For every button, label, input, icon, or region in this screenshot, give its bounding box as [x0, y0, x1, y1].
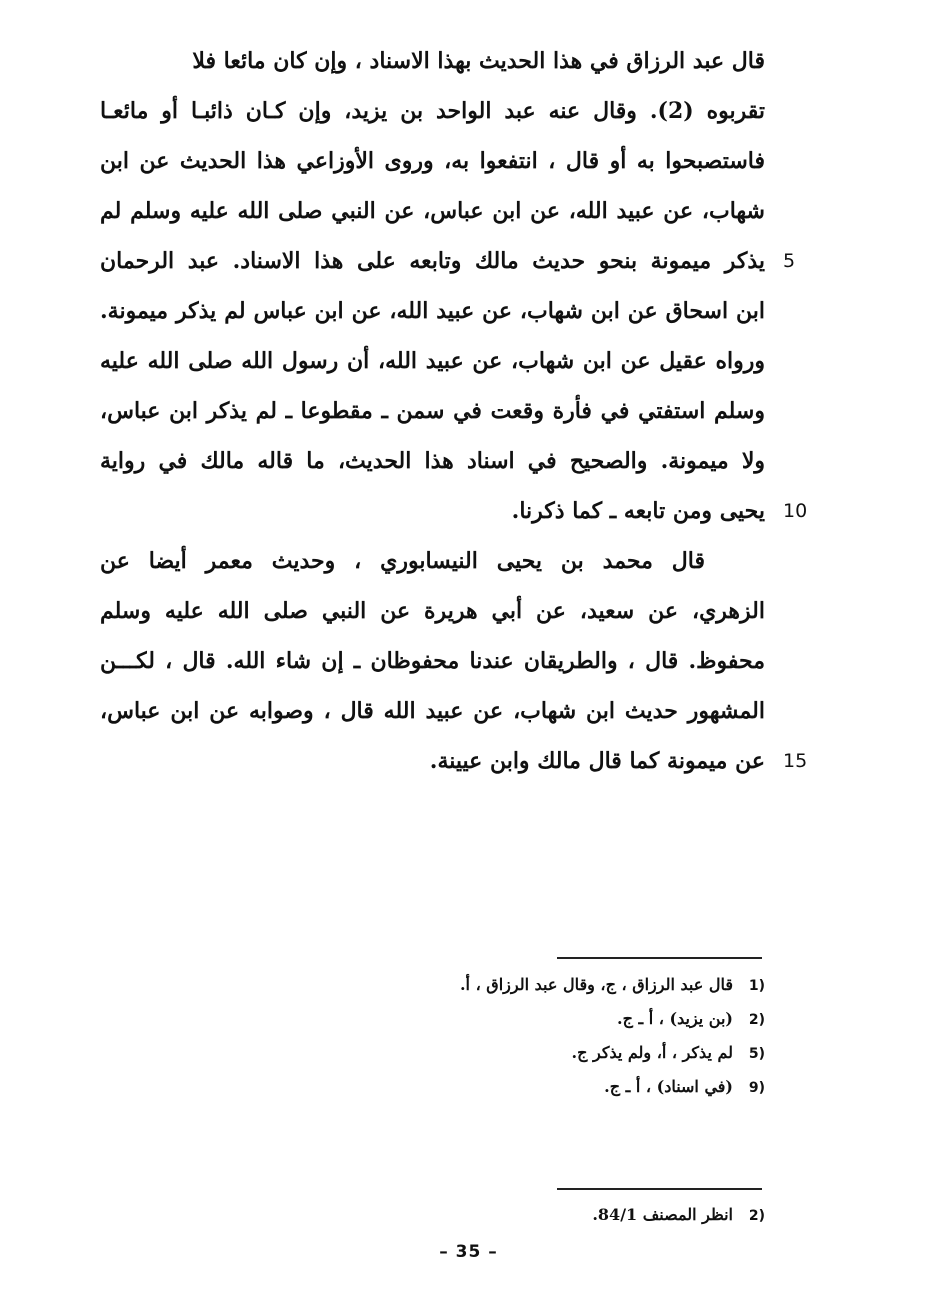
- footnote-text: انظر المصنف 84/1.: [592, 1205, 733, 1224]
- text-line: الزهري، عن سعيد، عن أبي هريرة عن النبي صلى الله عليه وسلم: [100, 598, 765, 624]
- text-line: ابن اسحاق عن ابن شهاب، عن عبيد الله، عن ابن عباس لم يذكر ميمونة.: [100, 298, 765, 324]
- text-line: عن ميمونة كما قال مالك وابن عيينة.: [429, 748, 765, 774]
- text-line: فاستصبحوا به أو قال ، انتفعوا به، وروى الأوزاعي هذا الحديث عن ابن: [100, 148, 765, 174]
- text-line: محفوظ. قال ، والطريقان عندنا محفوظان ـ إن شاء الله. قال ، لكـــن: [100, 648, 765, 674]
- text-line: وسلم استفتي في فأرة وقعت في سمن ـ مقطوعا ـ لم يذكر ابن عباس،: [100, 398, 765, 424]
- footnote-number: 2): [748, 1208, 765, 1224]
- apparatus-note: [345, 968, 765, 1002]
- text-line: شهاب، عن عبيد الله، عن ابن عباس، عن النبي صلى الله عليه وسلم لم: [100, 198, 765, 224]
- text-line: المشهور حديث ابن شهاب، عن عبيد الله قال ، وصوابه عن ابن عباس،: [100, 698, 765, 724]
- text-line: قال محمد بن يحيى النيسابوري ، وحديث معمر أيضا عن: [100, 548, 705, 574]
- note-text: لم يذكر ، أ، ولم يذكر ج.: [571, 1043, 733, 1062]
- note-number: 2): [748, 1012, 765, 1028]
- line-number: 5: [783, 250, 796, 272]
- text-line: تقربوه (2). وقال عنه عبد الواحد بن يزيد، وإن كـان ذائبـا أو مائعـا: [100, 98, 765, 124]
- note-number: 9): [748, 1080, 765, 1096]
- line-number: 10: [783, 500, 808, 522]
- note-number: 1): [748, 978, 765, 994]
- apparatus-note: [345, 1036, 765, 1070]
- main-text-block: [100, 36, 765, 796]
- apparatus-separator-rule: [557, 957, 762, 959]
- text-line: ولا ميمونة. والصحيح في اسناد هذا الحديث، ما قاله مالك في رواية: [100, 448, 765, 474]
- footnote: [345, 1198, 765, 1232]
- text-line: قال عبد الرزاق في هذا الحديث بهذا الاسناد ، وإن كان مائعا فلا: [192, 48, 765, 74]
- line-number: 15: [783, 750, 808, 772]
- footnotes: [345, 1198, 765, 1232]
- text-line: ورواه عقيل عن ابن شهاب، عن عبيد الله، أن رسول الله صلى الله عليه: [100, 348, 765, 374]
- apparatus-note: [345, 1070, 765, 1104]
- text-line: يحيى ومن تابعه ـ كما ذكرنا.: [511, 498, 765, 524]
- note-text: (في اسناد) ، أ ـ ج.: [604, 1077, 733, 1096]
- apparatus-note: [345, 1002, 765, 1036]
- critical-apparatus: [345, 968, 765, 1104]
- note-text: قال عبد الرزاق ، ج، وقال عبد الرزاق ، أ.: [459, 975, 733, 994]
- note-number: 5): [748, 1046, 765, 1062]
- page-number: – 35 –: [439, 1242, 498, 1262]
- text-line: يذكر ميمونة بنحو حديث مالك وتابعه على هذا الاسناد. عبد الرحمان: [100, 248, 765, 274]
- footnote-separator-rule: [557, 1188, 762, 1190]
- note-text: (بن يزيد) ، أ ـ ج.: [617, 1009, 733, 1028]
